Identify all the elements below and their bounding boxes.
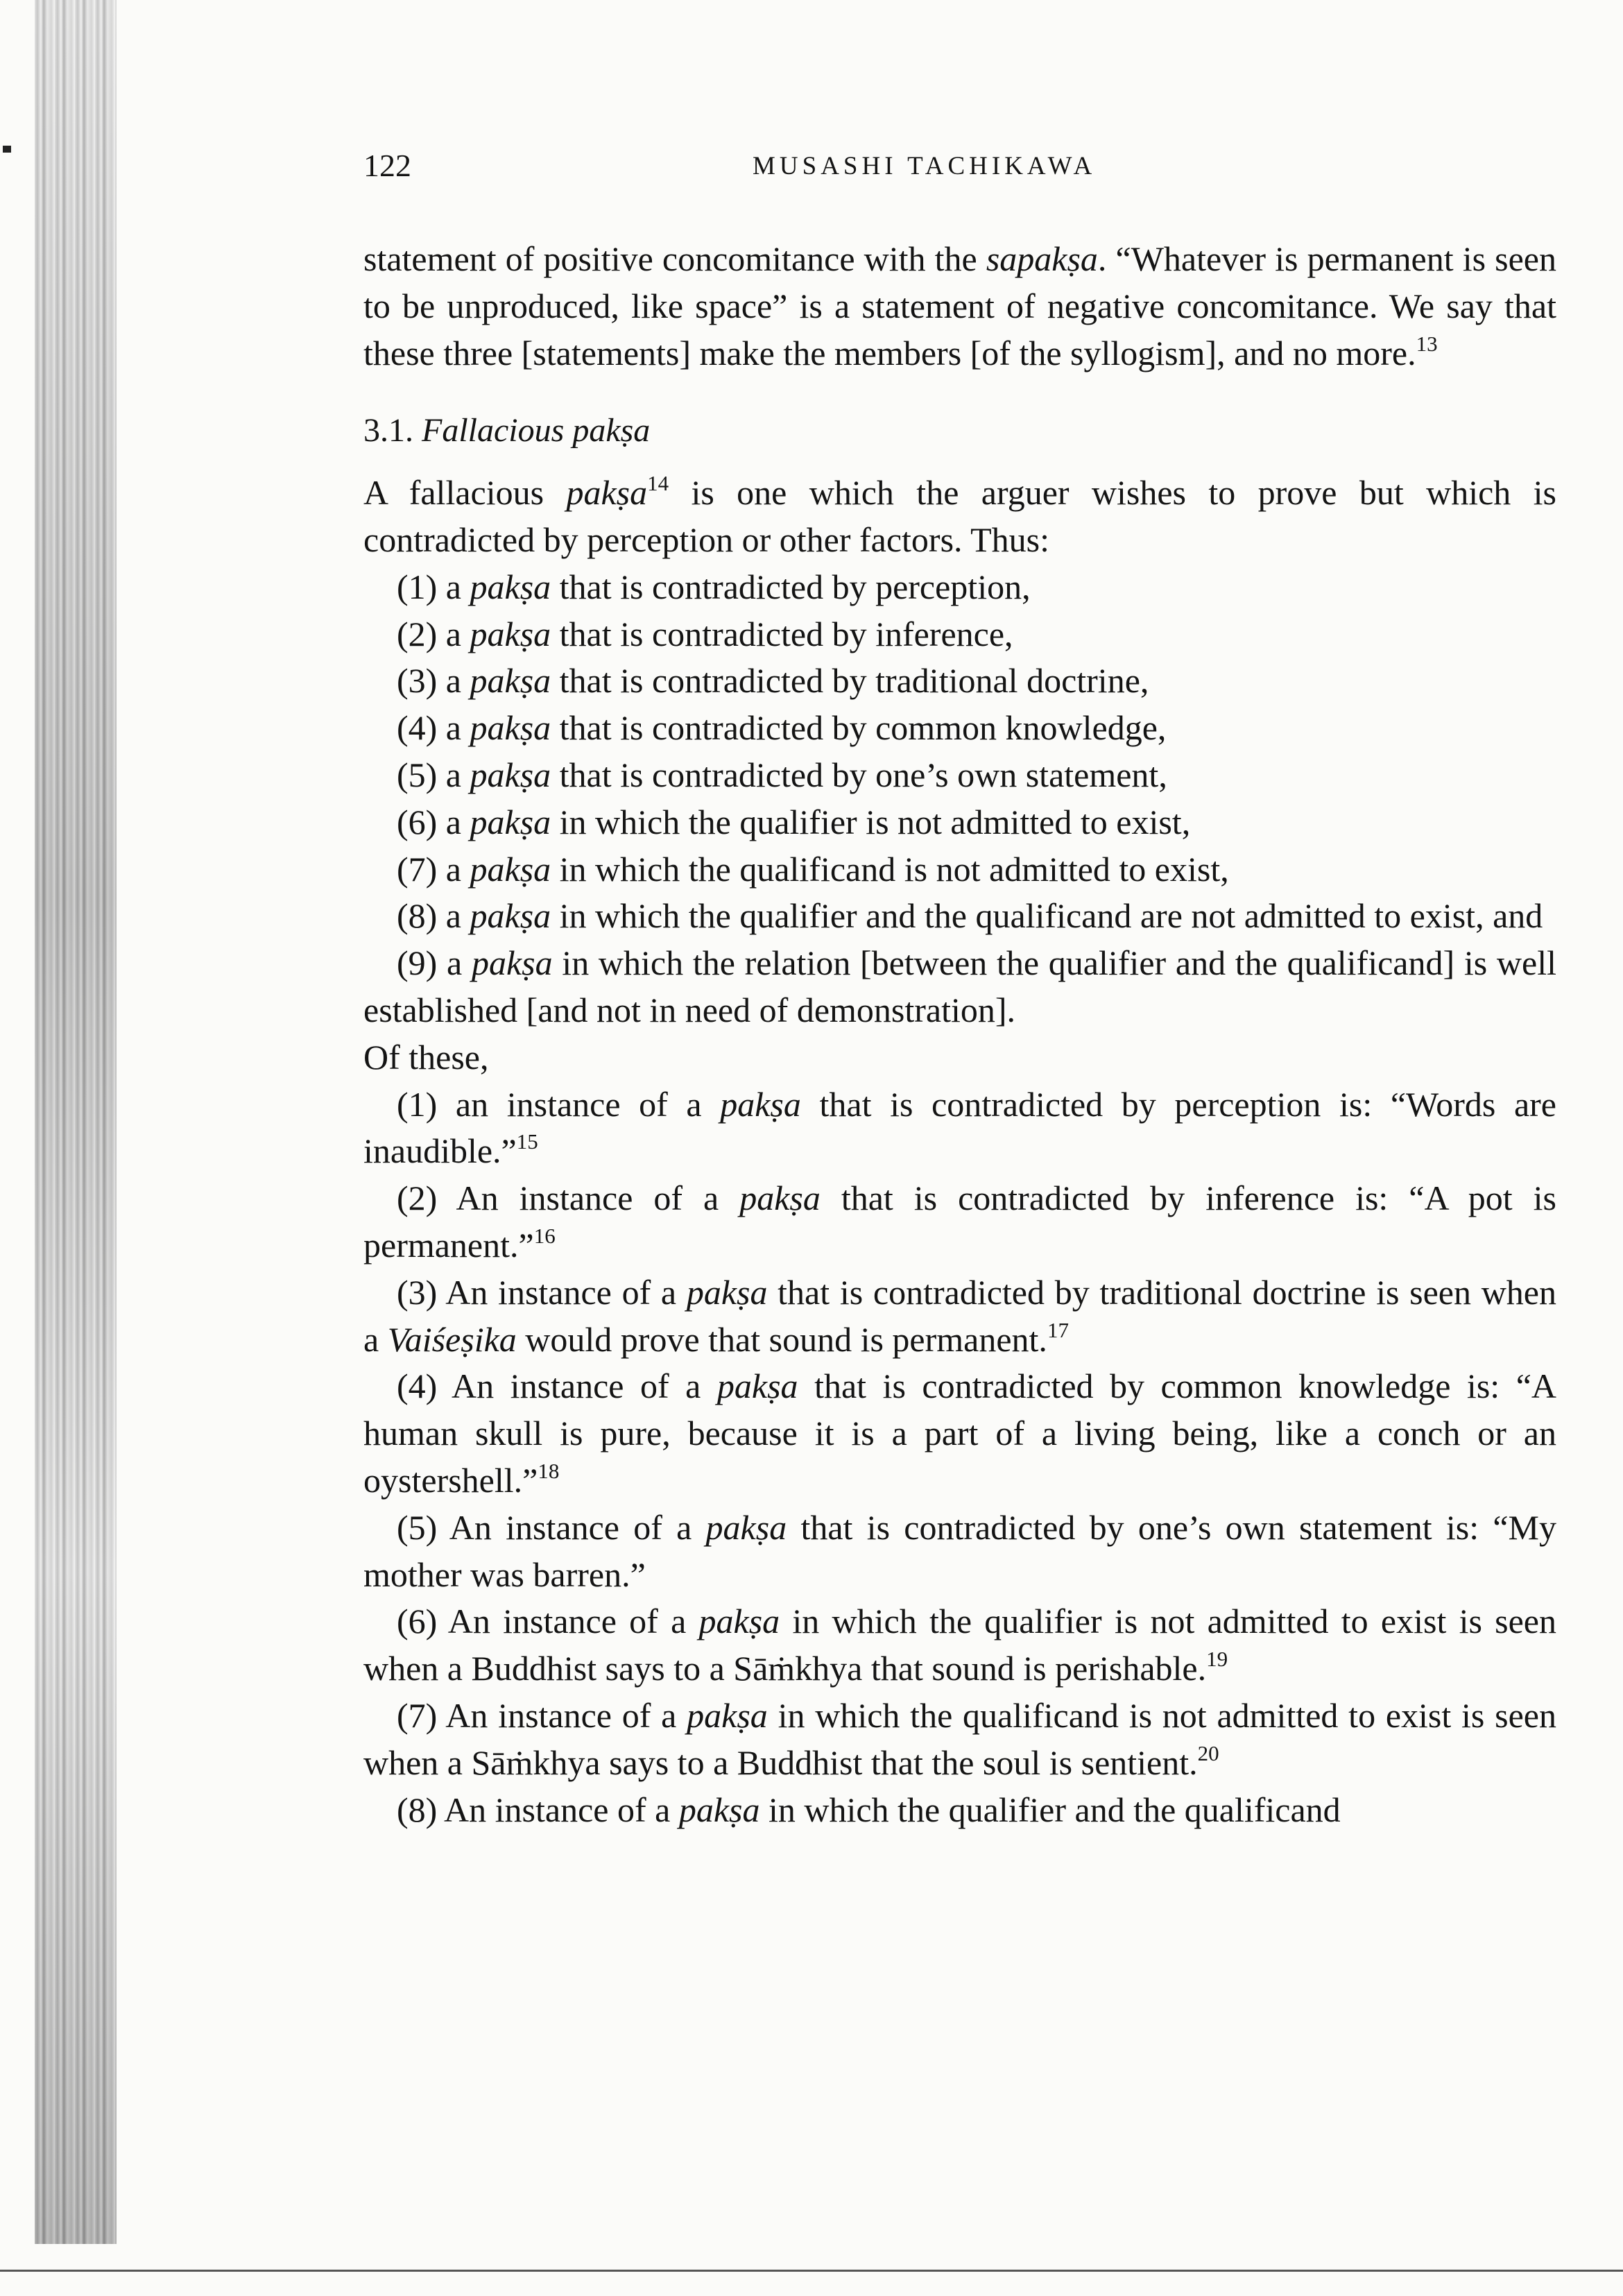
paragraph <box>363 1505 1556 1599</box>
text-run: that is contradicted by traditional doctrine, <box>551 661 1149 701</box>
paragraph <box>363 1693 1556 1787</box>
book-binding-shadow <box>35 0 117 2244</box>
text-run: (7) a <box>397 849 470 889</box>
paragraph <box>363 846 1556 893</box>
paragraph <box>363 611 1556 658</box>
text-run: in which the qualifier and the qualificand <box>759 1790 1341 1829</box>
paragraph <box>363 658 1556 705</box>
running-head: MUSASHI TACHIKAWA <box>753 152 1097 180</box>
footnote-ref: 16 <box>533 1223 556 1248</box>
italic-term: pakṣa <box>470 755 551 794</box>
text-run: in which the qualifier and the qualificand are not admitted to exist, and <box>551 896 1543 936</box>
italic-term: pakṣa <box>470 896 551 936</box>
page-header <box>0 147 1623 189</box>
page-number: 122 <box>363 148 411 183</box>
footnote-ref: 17 <box>1047 1317 1069 1342</box>
italic-term: pakṣa <box>470 661 551 701</box>
italic-term: Vaiśeṣika <box>387 1319 517 1359</box>
text-run: . “Whatever is permanent is seen to be unproduced, like space” is a statement of negative concomitance. We say that these three [statements] make the members [of the syllogism], and no more. <box>363 239 1556 372</box>
text-run: (2) a <box>397 614 470 653</box>
paragraph <box>363 1081 1556 1176</box>
italic-term: pakṣa <box>720 1084 801 1124</box>
text-run: is one which the arguer wishes to prove but which is contradicted by perception or other factors. Thus: <box>363 473 1556 559</box>
text-run: that is contradicted by perception is: “Words are inaudible.” <box>363 1084 1557 1171</box>
italic-term: sapakṣa <box>986 239 1098 278</box>
text-run: (6) a <box>397 802 470 841</box>
text-run: Of these, <box>363 1037 489 1077</box>
text-run: A fallacious <box>363 473 567 513</box>
text-run: (8) An instance of a <box>397 1790 679 1829</box>
text-run: (4) a <box>397 708 470 748</box>
text-run: in which the qualificand is not admitted to exist, <box>551 849 1229 889</box>
text-run: that is contradicted by traditional doctrine is seen when a <box>363 1272 1556 1359</box>
italic-term: pakṣa <box>739 1179 821 1218</box>
text-run: (6) An instance of a <box>397 1602 699 1641</box>
text-run: (5) a <box>397 755 470 794</box>
text-run: that is contradicted by inference is: “A pot is permanent.” <box>363 1179 1557 1265</box>
paragraph <box>363 940 1556 1034</box>
body-text <box>363 236 1556 1833</box>
footnote-ref: 14 <box>647 471 669 496</box>
footnote-ref: 19 <box>1206 1647 1228 1672</box>
text-run: in which the qualificand is not admitted to exist is seen when a Sāṁkhya says to a Buddhist that the soul is sentient. <box>363 1695 1556 1782</box>
text-run: statement of positive concomitance with the <box>363 239 986 278</box>
text-run: would prove that sound is permanent. <box>516 1319 1047 1359</box>
footnote-ref: 13 <box>1416 331 1438 356</box>
paragraph <box>363 236 1556 377</box>
text-run: (1) an instance of a <box>397 1084 721 1124</box>
italic-term: Fallacious pakṣa <box>422 412 651 449</box>
paragraph <box>363 470 1556 564</box>
italic-term: pakṣa <box>716 1367 798 1406</box>
italic-term: pakṣa <box>686 1272 768 1312</box>
text-run: that is contradicted by perception, <box>551 567 1031 606</box>
text-run: 3.1. <box>363 412 422 449</box>
paragraph <box>363 1269 1556 1364</box>
text-run: (9) a <box>397 943 472 983</box>
text-run: in which the qualifier is not admitted to exist is seen when a Buddhist says to a Sāṁkhya that sound is perishable. <box>363 1602 1556 1688</box>
italic-term: pakṣa <box>470 567 551 606</box>
text-run: in which the qualifier is not admitted to exist, <box>551 802 1191 841</box>
paragraph <box>363 1363 1556 1504</box>
text-run: that is contradicted by one’s own statement is: “My mother was barren.” <box>363 1507 1556 1594</box>
text-run: that is contradicted by inference, <box>551 614 1013 653</box>
paragraph <box>363 1787 1556 1834</box>
paragraph <box>363 752 1556 799</box>
italic-term: pakṣa <box>470 849 551 889</box>
text-run: that is contradicted by common knowledge, <box>551 708 1167 748</box>
italic-term: pakṣa <box>698 1602 780 1641</box>
footnote-ref: 18 <box>538 1458 560 1483</box>
italic-term: pakṣa <box>566 473 648 513</box>
section-heading <box>363 407 1556 454</box>
text-run: that is contradicted by common knowledge is: “A human skull is pure, because it is a part of a living being, like a conch or an oystershell.” <box>363 1367 1556 1500</box>
paragraph <box>363 1175 1556 1269</box>
italic-term: pakṣa <box>470 802 551 841</box>
text-run: that is contradicted by one’s own statement, <box>551 755 1167 794</box>
italic-term: pakṣa <box>705 1507 787 1547</box>
text-run: (1) a <box>397 567 470 606</box>
footnote-ref: 15 <box>516 1129 538 1154</box>
text-run: (3) a <box>397 661 470 701</box>
paragraph <box>363 1598 1556 1693</box>
italic-term: pakṣa <box>470 614 551 653</box>
text-run: (4) An instance of a <box>397 1367 717 1406</box>
text-run: (7) An instance of a <box>397 1695 687 1735</box>
page-bottom-edge <box>0 2270 1623 2272</box>
text-run: (8) a <box>397 896 470 936</box>
italic-term: pakṣa <box>678 1790 760 1829</box>
italic-term: pakṣa <box>470 708 551 748</box>
text-run: in which the relation [between the qualifier and the qualificand] is well established [and not in need of demonstration]. <box>363 943 1557 1029</box>
paragraph <box>363 705 1556 752</box>
paragraph <box>363 564 1556 611</box>
italic-term: pakṣa <box>471 943 553 983</box>
footnote-ref: 20 <box>1197 1740 1219 1765</box>
paragraph <box>363 893 1556 940</box>
italic-term: pakṣa <box>687 1695 768 1735</box>
text-run: (3) An instance of a <box>397 1272 687 1312</box>
paragraph <box>363 799 1556 846</box>
text-run: (2) An instance of a <box>397 1179 740 1218</box>
paragraph <box>363 1034 1556 1081</box>
text-run: (5) An instance of a <box>397 1507 706 1547</box>
